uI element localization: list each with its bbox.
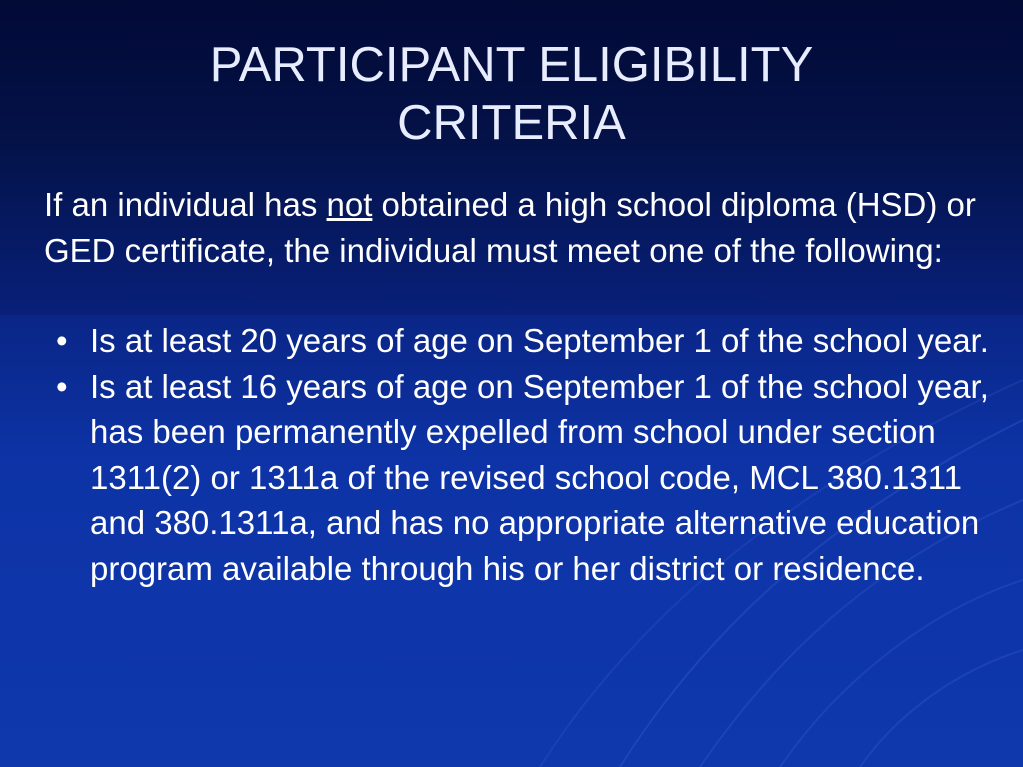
criteria-text: Is at least 16 years of age on September 1 of the school year, has been permanently expelled from school under section 1311(2) or 1311a of the revised school code, MCL 380.1311 and 380.1311a, and has no appropriate alternative education program available through his or her district or residence. <box>90 367 989 587</box>
title-line-1: PARTICIPANT ELIGIBILITY <box>209 38 814 92</box>
intro-text-start: If an individual has <box>44 186 327 223</box>
bullet-icon: • <box>56 322 68 359</box>
title-line-2: CRITERIA <box>397 96 626 150</box>
criteria-text: Is at least 20 years of age on September 1 of the school year. <box>90 322 989 359</box>
criteria-list <box>44 318 994 591</box>
intro-text-end: obtained a high school diploma (HSD) or GED certificate, the individual must meet one of the following: <box>44 186 976 269</box>
criteria-item-age-20 <box>44 318 994 364</box>
bullet-icon: • <box>56 367 68 405</box>
intro-emphasis: not <box>326 186 373 223</box>
criteria-item-age-16-expelled <box>44 364 994 592</box>
intro-paragraph <box>44 182 994 274</box>
slide-title <box>0 36 1023 152</box>
